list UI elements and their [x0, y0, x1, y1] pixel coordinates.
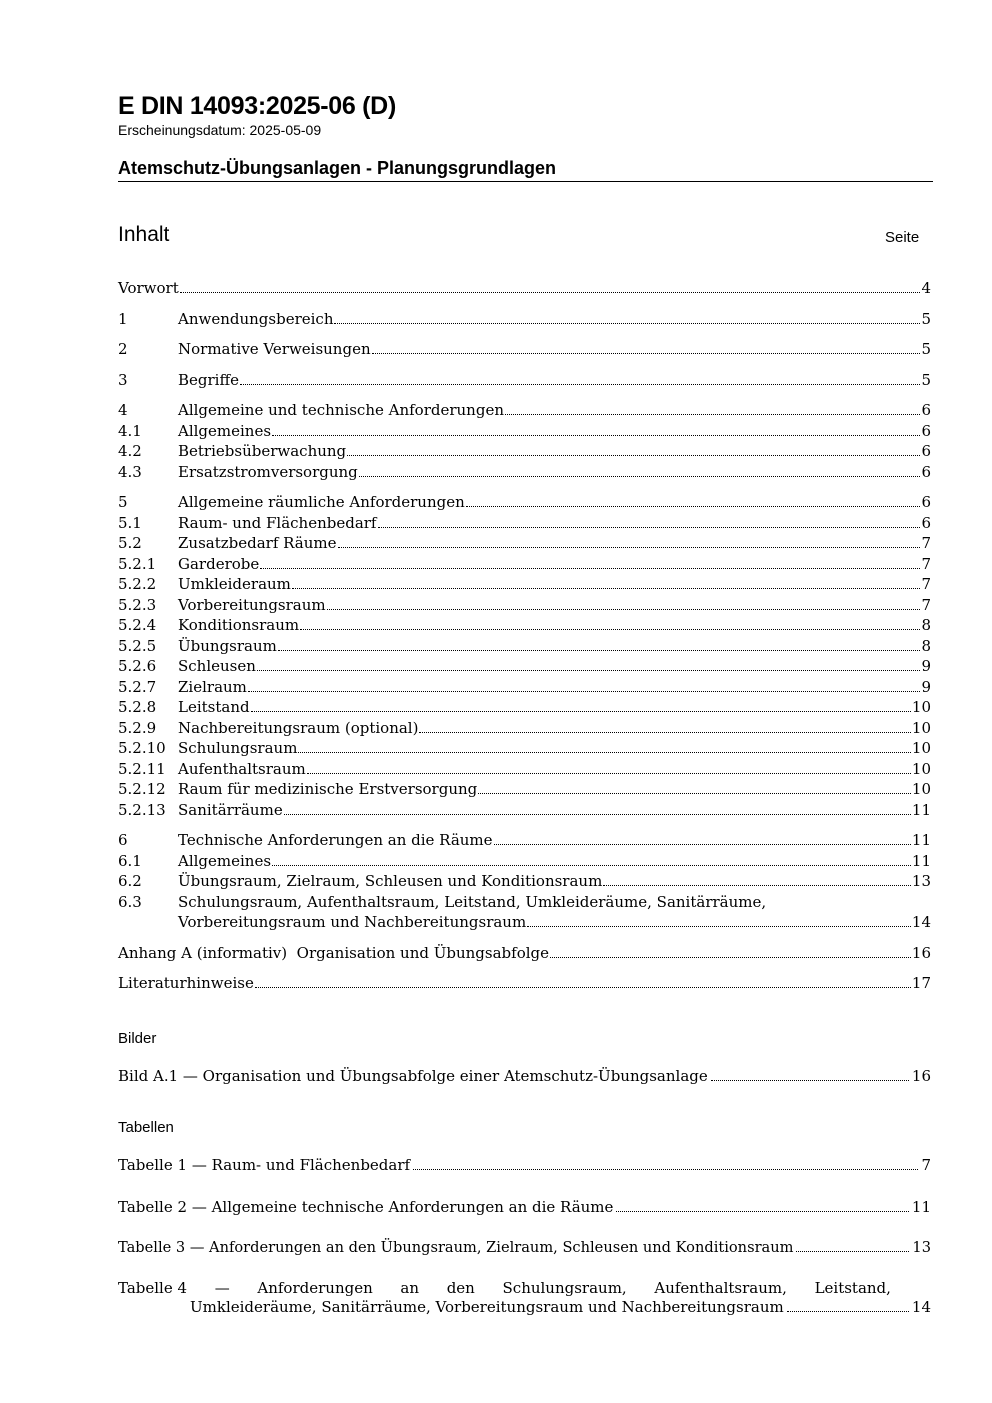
- toc-entry-number: 5.2.13: [118, 800, 166, 819]
- toc-entry-number: 5.2.1: [118, 554, 157, 573]
- dot-leader: [603, 876, 911, 886]
- toc-entry-title: Raum für medizinische Erstversorgung: [178, 780, 478, 798]
- dot-leader: [307, 764, 911, 774]
- table-entry-page: 14: [911, 1298, 931, 1316]
- dot-leader: [278, 641, 921, 651]
- toc-entry[interactable]: [118, 616, 931, 637]
- toc-entry[interactable]: [118, 596, 931, 617]
- toc-entry-page: 7: [921, 554, 931, 573]
- toc-entry-number: 5.2.6: [118, 657, 157, 675]
- dot-leader: [550, 948, 911, 958]
- table-entry-word: Leitstand,: [814, 1279, 891, 1297]
- toc-entry[interactable]: [118, 657, 931, 678]
- toc-entry-page: 11: [911, 851, 931, 870]
- toc-entry-title: Aufenthaltsraum: [178, 759, 306, 778]
- toc-entry-number: 5.2.4: [118, 616, 157, 634]
- toc-entry-title: Nachbereitungsraum (optional): [178, 718, 419, 737]
- toc-entry[interactable]: [118, 310, 931, 331]
- toc-entry-page: 5: [921, 370, 931, 389]
- toc-entry[interactable]: [118, 852, 931, 873]
- toc-entry-number: 5.1: [118, 513, 142, 532]
- table-entry[interactable]: [118, 1239, 931, 1256]
- toc-entry-title: Konditionsraum: [178, 616, 300, 634]
- table-entry-page: 13: [912, 1239, 931, 1256]
- toc-entry-foreword[interactable]: [118, 279, 931, 300]
- dot-leader: [300, 620, 920, 630]
- table-entry[interactable]: [118, 1156, 931, 1174]
- toc-entry[interactable]: [118, 698, 931, 719]
- toc-entry[interactable]: [118, 801, 931, 822]
- dot-leader: [284, 805, 911, 815]
- toc-entry-title: Raum- und Flächenbedarf: [178, 513, 377, 532]
- dot-leader: [466, 497, 921, 507]
- dot-leader: [347, 446, 920, 456]
- toc-entry-number: 5.2.7: [118, 677, 157, 696]
- toc-entry-annex-a[interactable]: [118, 944, 931, 965]
- dot-leader: [257, 661, 921, 671]
- table-entry-word: Tabelle 4: [118, 1279, 188, 1297]
- toc-entry-page: 11: [911, 831, 931, 849]
- table-entry-word: an: [400, 1279, 420, 1297]
- toc-entry-title: Leitstand: [178, 698, 250, 716]
- table-entry-title-line2: Umkleideräume, Sanitärräume, Vorbereitungsraum und Nachbereitungsraum: [190, 1298, 784, 1316]
- toc-entry-page: 14: [911, 913, 931, 931]
- tables-label: Tabellen: [118, 1119, 174, 1136]
- figure-entry-page: 16: [911, 1067, 931, 1085]
- toc-entry-page: 9: [921, 657, 931, 675]
- toc-entry-number: 5.2.11: [118, 759, 166, 778]
- toc-entry-number: 3: [118, 370, 128, 389]
- dot-leader: [372, 344, 921, 354]
- toc-entry[interactable]: [118, 760, 931, 781]
- toc-entry-number: 5.2.12: [118, 780, 166, 798]
- toc-entry-title: Übungsraum: [178, 636, 277, 655]
- dot-leader: [711, 1071, 909, 1081]
- table-entry-title: Tabelle 1 — Raum- und Flächenbedarf: [118, 1156, 411, 1174]
- toc-entry-page: 9: [921, 677, 931, 696]
- toc-entry[interactable]: [118, 739, 931, 760]
- dot-leader: [616, 1202, 909, 1212]
- toc-entry-page: 6: [921, 513, 931, 532]
- document-id: E DIN 14093:2025-06 (D): [118, 92, 396, 120]
- toc-entry-title: Übungsraum, Zielraum, Schleusen und Konditionsraum: [178, 872, 603, 890]
- figure-entry-title: Bild A.1 — Organisation und Übungsabfolge einer Atemschutz-Übungsanlage: [118, 1067, 708, 1085]
- dot-leader: [255, 978, 911, 988]
- dot-leader: [248, 682, 921, 692]
- toc-entry-page: 10: [911, 739, 931, 757]
- toc-entry[interactable]: [118, 371, 931, 392]
- toc-entry[interactable]: [118, 514, 931, 535]
- header-rule: [118, 181, 933, 182]
- publication-date: Erscheinungsdatum: 2025-05-09: [118, 122, 322, 138]
- toc-entry-page: 10: [911, 718, 931, 737]
- toc-entry-number: 5.2.8: [118, 698, 157, 716]
- toc-entry-number: 5.2.10: [118, 739, 166, 757]
- dot-leader: [180, 283, 921, 293]
- toc-entry-title: Sanitärräume: [178, 800, 283, 819]
- toc-entry-page: 17: [911, 974, 931, 992]
- toc-entry-number: 5.2.3: [118, 595, 157, 614]
- document-subject: Atemschutz-Übungsanlagen - Planungsgrundlagen: [118, 158, 557, 178]
- toc-entry-number: 4.1: [118, 421, 142, 440]
- toc-entry-page: 6: [921, 442, 931, 460]
- page-column-label: Seite: [885, 229, 920, 246]
- toc-entry-page: 6: [921, 401, 931, 419]
- toc-entry-number: 2: [118, 340, 128, 358]
- toc-entry[interactable]: [118, 555, 931, 576]
- toc-entry-title: Allgemeines: [178, 421, 272, 440]
- toc-entry-page: 8: [921, 636, 931, 655]
- dot-leader: [527, 917, 911, 927]
- toc-entry-title: Begriffe: [178, 370, 240, 389]
- toc-entry[interactable]: [118, 872, 931, 893]
- dot-leader: [272, 856, 911, 866]
- toc-entry-page: 6: [921, 493, 931, 511]
- toc-entry[interactable]: [118, 340, 931, 361]
- toc-entry[interactable]: [118, 401, 931, 422]
- toc-entry-number: 5.2: [118, 534, 142, 552]
- table-entry-page: 11: [911, 1198, 931, 1216]
- toc-entry-page: 5: [921, 340, 931, 358]
- toc-entry-page: 7: [921, 575, 931, 593]
- dot-leader: [292, 579, 921, 589]
- toc-entry-number: 6.3: [118, 892, 142, 911]
- toc-entry-number: 4.2: [118, 442, 142, 460]
- dot-leader: [334, 314, 920, 324]
- toc-entry-title-line2: Vorbereitungsraum und Nachbereitungsraum: [178, 913, 527, 931]
- toc-entry[interactable]: [118, 493, 931, 514]
- table-entry-word: Aufenthaltsraum,: [654, 1279, 787, 1297]
- toc-entry-title: Zusatzbedarf Räume: [178, 534, 337, 552]
- dot-leader: [796, 1242, 909, 1252]
- toc-entry-bibliography[interactable]: [118, 974, 931, 995]
- toc-entry-title: Vorwort: [118, 279, 179, 297]
- dot-leader: [272, 426, 920, 436]
- toc-entry-page: 8: [921, 616, 931, 634]
- toc-entry[interactable]: [118, 463, 931, 484]
- toc-entry[interactable]: [118, 534, 931, 555]
- contents-heading: Inhalt: [118, 223, 170, 246]
- toc-entry-number: 5.2.5: [118, 636, 157, 655]
- toc-entry-number: 6: [118, 831, 128, 849]
- toc-entry-number: 5: [118, 493, 128, 511]
- toc-entry-page: 10: [911, 780, 931, 798]
- table-entry-word: den: [446, 1279, 475, 1297]
- toc-entry-page: 13: [911, 872, 931, 890]
- toc-entry-title: Allgemeines: [178, 851, 272, 870]
- toc-entry-page: 4: [921, 279, 931, 297]
- dot-leader: [298, 743, 910, 753]
- toc-entry-number: 4.3: [118, 462, 142, 481]
- toc-entry-title: Zielraum: [178, 677, 247, 696]
- toc-entry[interactable]: [118, 575, 931, 596]
- toc-entry-title: Anhang A (informativ) Organisation und Übungsabfolge: [118, 943, 550, 962]
- dot-leader: [505, 405, 920, 415]
- toc-entry-title: Technische Anforderungen an die Räume: [178, 831, 493, 849]
- table-entry-title-line1: [118, 1279, 891, 1297]
- toc-entry-page: 5: [921, 309, 931, 328]
- dot-leader: [419, 723, 910, 733]
- toc-entry-title: Ersatzstromversorgung: [178, 462, 358, 481]
- toc-entry-page: 10: [911, 698, 931, 716]
- toc-entry[interactable]: [118, 637, 931, 658]
- table-entry-word: Schulungsraum,: [502, 1279, 627, 1297]
- toc-entry-page: 16: [911, 943, 931, 962]
- toc-entry-title: Allgemeine räumliche Anforderungen: [178, 493, 465, 511]
- toc-entry[interactable]: [118, 831, 931, 852]
- dot-leader: [494, 835, 911, 845]
- dot-leader: [413, 1160, 918, 1170]
- dot-leader: [478, 784, 911, 794]
- toc-entry-page: 6: [921, 421, 931, 440]
- toc-entry[interactable]: [118, 719, 931, 740]
- toc-entry-title: Literaturhinweise: [118, 974, 254, 992]
- dot-leader: [240, 375, 920, 385]
- dot-leader: [260, 559, 920, 569]
- toc-entry-page: 10: [911, 759, 931, 778]
- toc-entry-page: 7: [921, 534, 931, 552]
- toc-entry-number: 1: [118, 309, 128, 328]
- toc-entry-number: 5.2.2: [118, 575, 157, 593]
- toc-entry[interactable]: [118, 678, 931, 699]
- toc-entry-title: Anwendungsbereich: [178, 309, 334, 328]
- table-entry-title: Tabelle 2 — Allgemeine technische Anforderungen an die Räume: [118, 1198, 614, 1216]
- toc-entry-number: 6.1: [118, 851, 142, 870]
- dot-leader: [327, 600, 921, 610]
- table-entry[interactable]: [118, 1279, 931, 1316]
- table-entry-word: —: [214, 1279, 230, 1297]
- toc-entry-title-line1: Schulungsraum, Aufenthaltsraum, Leitstand, Umkleideräume, Sanitärräume,: [178, 892, 767, 911]
- toc-entry-title: Allgemeine und technische Anforderungen: [178, 401, 504, 419]
- toc-entry[interactable]: [118, 780, 931, 801]
- dot-leader: [338, 538, 921, 548]
- toc-entry-title: Betriebsüberwachung: [178, 442, 347, 460]
- table-entry-title: Tabelle 3 — Anforderungen an den Übungsraum, Zielraum, Schleusen und Konditionsraum: [118, 1239, 794, 1256]
- table-entry[interactable]: [118, 1198, 931, 1216]
- figures-label: Bilder: [118, 1030, 157, 1047]
- dot-leader: [359, 467, 921, 477]
- table-entry-page: 7: [921, 1156, 931, 1174]
- toc-entry-title: Garderobe: [178, 554, 260, 573]
- toc-list: [118, 279, 931, 995]
- dot-leader: [251, 702, 911, 712]
- toc-entry-number: 5.2.9: [118, 718, 157, 737]
- toc-entry-title: Vorbereitungsraum: [178, 595, 326, 614]
- toc-entry-page: 6: [921, 462, 931, 481]
- toc-entry-title: Schleusen: [178, 657, 256, 675]
- dot-leader: [378, 518, 921, 528]
- figure-entry[interactable]: [118, 1067, 931, 1085]
- toc-entry[interactable]: [118, 442, 931, 463]
- dot-leader: [787, 1302, 909, 1312]
- toc-entry-number: 4: [118, 401, 128, 419]
- toc-entry-title: Schulungsraum: [178, 739, 298, 757]
- toc-entry-title: Umkleideraum: [178, 575, 291, 593]
- toc-entry-page: 7: [921, 595, 931, 614]
- toc-entry-number: 6.2: [118, 872, 142, 890]
- toc-entry-page: 11: [911, 800, 931, 819]
- toc-entry[interactable]: [118, 422, 931, 443]
- table-entry-word: Anforderungen: [257, 1279, 373, 1297]
- toc-entry-title: Normative Verweisungen: [178, 340, 371, 358]
- toc-entry-6-3[interactable]: [118, 893, 931, 934]
